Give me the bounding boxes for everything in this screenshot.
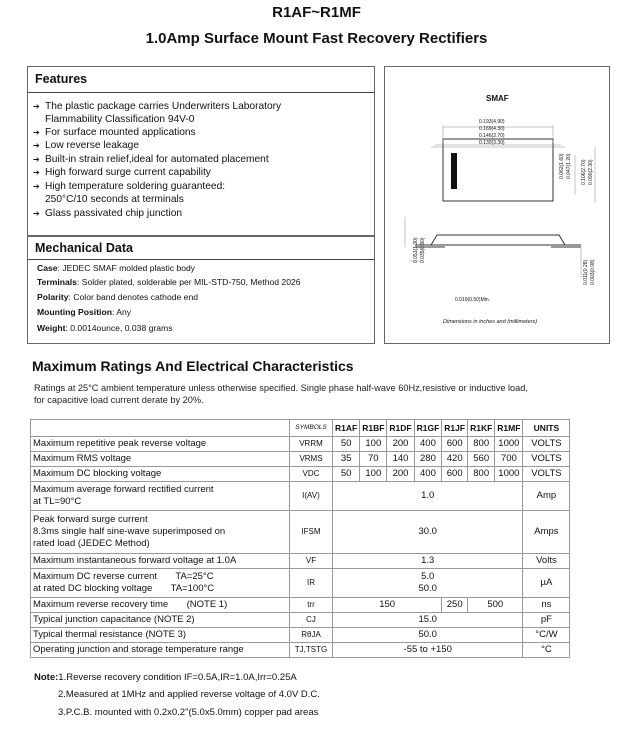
table-row — [31, 482, 570, 511]
bullet-arrow-icon: ➔ — [33, 141, 40, 150]
cell: 1000 — [495, 437, 523, 452]
row-unit: pF — [523, 613, 570, 628]
row-symbol: IR — [290, 569, 333, 598]
dim-label: 0.193(4.90) — [479, 119, 505, 125]
mech-polarity: Polarity: Color band denotes cathode end — [37, 292, 199, 302]
dim-label: 0.106(2.70) — [581, 159, 587, 185]
ratings-heading: Maximum Ratings And Electrical Characteristics — [32, 358, 354, 374]
feature-item: ➔ Low reverse leakage — [33, 140, 140, 151]
row-symbol: VRMS — [290, 452, 333, 467]
features-box — [27, 66, 375, 236]
cell: 35 — [333, 452, 360, 467]
table-row — [31, 628, 570, 643]
package-name: SMAF — [486, 94, 509, 103]
row-symbol: VDC — [290, 467, 333, 482]
dim-label: 0.130(3.30) — [479, 140, 505, 146]
row-symbol: VRRM — [290, 437, 333, 452]
table-row — [31, 511, 570, 554]
table-row — [31, 569, 570, 598]
mech-case: Case: JEDEC SMAF molded plastic body — [37, 263, 196, 273]
table-row — [31, 437, 570, 452]
bullet-arrow-icon: ➔ — [33, 102, 40, 111]
row-unit: Amps — [523, 511, 570, 554]
dim-label: 0.019(0.50)Min. — [455, 297, 491, 303]
row-symbol: RθJA — [290, 628, 333, 643]
feature-item: ➔ For surface mounted applications — [33, 127, 196, 138]
row-desc: Maximum reverse recovery time (NOTE 1) — [31, 598, 290, 613]
row-desc: Typical thermal resistance (NOTE 3) — [31, 628, 290, 643]
row-desc: Maximum average forward rectified current at TL=90°C — [31, 482, 290, 511]
note-2: 2.Measured at 1MHz and applied reverse voltage of 4.0V D.C. — [58, 689, 320, 700]
row-unit: Volts — [523, 554, 570, 569]
row-symbol: IFSM — [290, 511, 333, 554]
mechanical-box — [27, 236, 375, 344]
row-symbol: I(AV) — [290, 482, 333, 511]
header-part: R1KF — [468, 420, 495, 437]
dim-label: 0.146(3.70) — [479, 133, 505, 139]
divider — [28, 92, 374, 93]
note-1: Note:1.Reverse recovery condition IF=0.5A,IR=1.0A,Irr=0.25A — [34, 672, 297, 683]
table-row — [31, 554, 570, 569]
table-row — [31, 598, 570, 613]
row-desc: Peak forward surge current 8.3ms single half sine-wave superimposed on rated load (JEDEC Method) — [31, 511, 290, 554]
feature-item: ➔ Built-in strain relief,ideal for automated placement — [33, 154, 269, 165]
row-unit: VOLTS — [523, 437, 570, 452]
header-part: R1JF — [442, 420, 468, 437]
row-desc: Maximum DC blocking voltage — [31, 467, 290, 482]
cell: 600 — [442, 467, 468, 482]
dim-label: 0.035(0.90) — [420, 237, 426, 263]
header-part: R1DF — [387, 420, 414, 437]
cell: 250 — [442, 598, 468, 613]
header-symbols: SYMBOLS — [290, 420, 333, 437]
header-units: UNITS — [523, 420, 570, 437]
table-row — [31, 467, 570, 482]
row-symbol: CJ — [290, 613, 333, 628]
cell: 30.0 — [333, 511, 523, 554]
row-unit: °C — [523, 643, 570, 658]
table-header-row — [31, 420, 570, 437]
row-unit: µA — [523, 569, 570, 598]
feature-item-cont: 250°C/10 seconds at terminals — [45, 194, 184, 205]
mech-weight: Weight: 0.0014ounce, 0.038 grams — [37, 323, 173, 333]
header-part: R1GF — [414, 420, 442, 437]
header-part: R1AF — [333, 420, 360, 437]
cell: 1.0 — [333, 482, 523, 511]
cell: 400 — [414, 437, 442, 452]
feature-item: ➔ Glass passivated chip junction — [33, 208, 183, 219]
feature-item: ➔ The plastic package carries Underwriters Laboratory — [33, 101, 282, 112]
table-row — [31, 452, 570, 467]
row-unit: VOLTS — [523, 452, 570, 467]
cell: 700 — [495, 452, 523, 467]
feature-item: ➔ High temperature soldering guaranteed: — [33, 181, 226, 192]
row-desc: Typical junction capacitance (NOTE 2) — [31, 613, 290, 628]
row-unit: Amp — [523, 482, 570, 511]
package-outline-drawing — [385, 67, 609, 343]
feature-item-cont: Flammability Classification 94V-0 — [45, 114, 195, 125]
page-subtitle: 1.0Amp Surface Mount Fast Recovery Rectifiers — [145, 30, 488, 47]
cell: 50 — [333, 467, 360, 482]
ratings-note-line2: for capacitive load current derate by 20%. — [34, 395, 204, 405]
package-drawing-box — [384, 66, 610, 344]
bullet-arrow-icon: ➔ — [33, 128, 40, 137]
dim-label: 0.011(0.28) — [583, 259, 589, 285]
row-desc: Maximum repetitive peak reverse voltage — [31, 437, 290, 452]
dimensions-caption: Dimensions in inches and (millimeters) — [443, 319, 538, 325]
ratings-table — [30, 419, 570, 658]
cell: 100 — [360, 467, 387, 482]
cell: 200 — [387, 467, 414, 482]
cell: 500 — [468, 598, 523, 613]
cell: 50.0 — [333, 628, 523, 643]
row-desc: Operating junction and storage temperature range — [31, 643, 290, 658]
mech-mounting: Mounting Position: Any — [37, 307, 132, 317]
cell: 15.0 — [333, 613, 523, 628]
dim-label: 0.047(1.20) — [566, 153, 572, 179]
row-unit: VOLTS — [523, 467, 570, 482]
cell: 800 — [468, 437, 495, 452]
cell: 70 — [360, 452, 387, 467]
cell: 420 — [442, 452, 468, 467]
cell: 280 — [414, 452, 442, 467]
row-unit: ns — [523, 598, 570, 613]
dim-label: 0.090(2.30) — [588, 159, 594, 185]
cell: 100 — [360, 437, 387, 452]
header-part: R1MF — [495, 420, 523, 437]
cell: 800 — [468, 467, 495, 482]
row-unit: °C/W — [523, 628, 570, 643]
cell: -55 to +150 — [333, 643, 523, 658]
dim-label: 0.003(0.08) — [590, 259, 596, 285]
bullet-arrow-icon: ➔ — [33, 209, 40, 218]
mech-terminals: Terminals: Solder plated, solderable per MIL-STD-750, Method 2026 — [37, 277, 301, 287]
table-row — [31, 643, 570, 658]
header-blank — [31, 420, 290, 437]
page-title: R1AF~R1MF — [272, 4, 361, 21]
bullet-arrow-icon: ➔ — [33, 155, 40, 164]
mechanical-heading: Mechanical Data — [35, 241, 133, 255]
row-symbol: trr — [290, 598, 333, 613]
cell: 1.3 — [333, 554, 523, 569]
dim-label: 0.169(4.30) — [479, 126, 505, 132]
divider — [28, 259, 374, 260]
feature-item: ➔ High forward surge current capability — [33, 167, 211, 178]
cell: 5.0 50.0 — [333, 569, 523, 598]
ratings-note-line1: Ratings at 25°C ambient temperature unless otherwise specified. Single phase half-wave 60Hz,resistive or inductive load, — [34, 383, 528, 393]
cell: 560 — [468, 452, 495, 467]
cell: 200 — [387, 437, 414, 452]
row-desc: Maximum DC reverse current TA=25°C at rated DC blocking voltage TA=100°C — [31, 569, 290, 598]
dim-label: 0.062(1.60) — [559, 153, 565, 179]
row-symbol: TJ,TSTG — [290, 643, 333, 658]
cell: 600 — [442, 437, 468, 452]
row-symbol: VF — [290, 554, 333, 569]
note-3: 3.P.C.B. mounted with 0.2x0.2"(5.0x5.0mm) copper pad areas — [58, 707, 319, 718]
cell: 1000 — [495, 467, 523, 482]
cell: 150 — [333, 598, 442, 613]
dim-label: 0.051(1.30) — [413, 237, 419, 263]
bullet-arrow-icon: ➔ — [33, 168, 40, 177]
bullet-arrow-icon: ➔ — [33, 182, 40, 191]
cell: 400 — [414, 467, 442, 482]
table-row — [31, 613, 570, 628]
cell: 140 — [387, 452, 414, 467]
features-heading: Features — [35, 72, 88, 86]
header-part: R1BF — [360, 420, 387, 437]
row-desc: Maximum instantaneous forward voltage at 1.0A — [31, 554, 290, 569]
cell: 50 — [333, 437, 360, 452]
row-desc: Maximum RMS voltage — [31, 452, 290, 467]
